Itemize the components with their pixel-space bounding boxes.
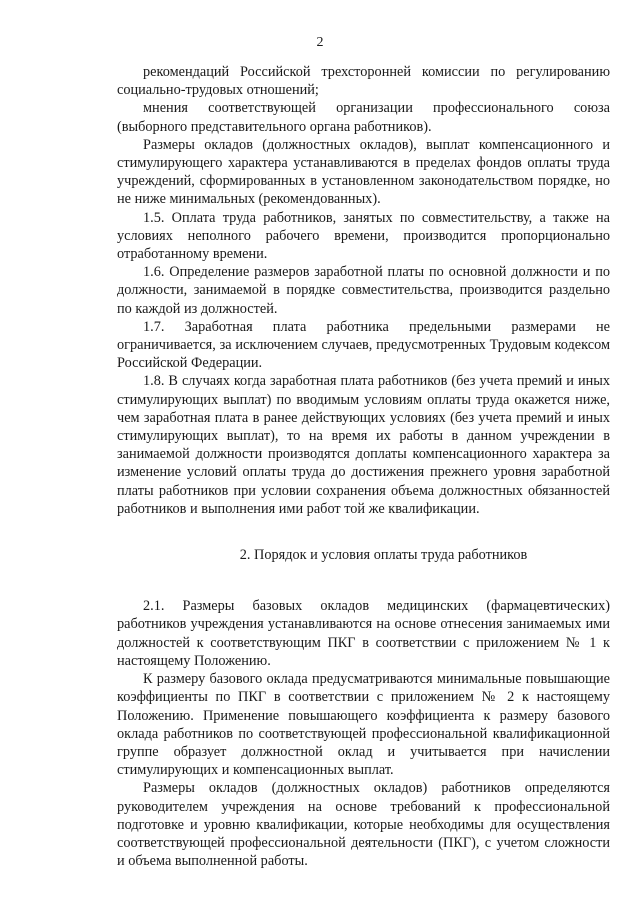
page-number: 2 xyxy=(316,35,324,50)
paragraph: 1.7. Заработная плата работника предельными размерами не ограничивается, за исключением случаев, предусмотренных Трудовым кодексом Российской Федерации. xyxy=(117,318,610,372)
paragraph: рекомендаций Российской трехсторонней комиссии по регулированию социально-трудовых отношений; xyxy=(117,64,610,99)
paragraph: К размеру базового оклада предусматриваются минимальные повышающие коэффициенты по ПКГ в соответствии с приложением № 2 к настоящему Положению. Применение повышающего коэффициента к размеру базового оклада работников по соответствующей профессиональной квалификационной группе образует должностной оклад и учитывается при начислении стимулирующих и компенсационных выплат. xyxy=(117,671,610,779)
paragraph: мнения соответствующей организации профессионального союза (выборного представительного органа работников). xyxy=(117,100,610,135)
document-body xyxy=(117,63,610,870)
paragraph: Размеры окладов (должностных окладов) работников определяются руководителем учреждения на основе требований к профессиональной подготовке и уровню квалификации, которые необходимы для осуществления соответствующей профессиональной деятельности (ПКГ), с учетом сложности и объема выполненной работы. xyxy=(117,780,610,870)
paragraph: Размеры окладов (должностных окладов), выплат компенсационного и стимулирующего характера устанавливаются в пределах фондов оплаты труда учреждений, сформированных в установленном законодательством порядке, но не ниже минимальных (рекомендованных). xyxy=(117,136,610,208)
paragraph: 1.8. В случаях когда заработная плата работников (без учета премий и иных стимулирующих выплат) по вводимым условиям оплаты труда окажется ниже, чем заработная плата в ранее действующих условиях (без учета премий и иных стимулирующих выплат), то на время их работы в данном учреждении в занимаемой должности производятся доплаты компенсационного характера за изменение условий оплаты труда до достижения прежнего уровня заработной платы работников при условии сохранения объема должностных обязанностей работников и выполнения ими работ той же квалификации. xyxy=(117,373,610,517)
section-heading: 2. Порядок и условия оплаты труда работников xyxy=(239,547,528,564)
paragraph: 1.5. Оплата труда работников, занятых по совместительству, а также на условиях неполного рабочего времени, производится пропорционально отработанному времени. xyxy=(117,209,610,263)
paragraph: 1.6. Определение размеров заработной платы по основной должности и по должности, занимаемой в порядке совместительства, производится раздельно по каждой из должностей. xyxy=(117,264,610,317)
paragraph: 2.1. Размеры базовых окладов медицинских (фармацевтических) работников учреждения устанавливаются на основе отнесения занимаемых ими должностей к соответствующим ПКГ в соответствии с приложением № 1 к настоящему Положению. xyxy=(117,598,610,669)
